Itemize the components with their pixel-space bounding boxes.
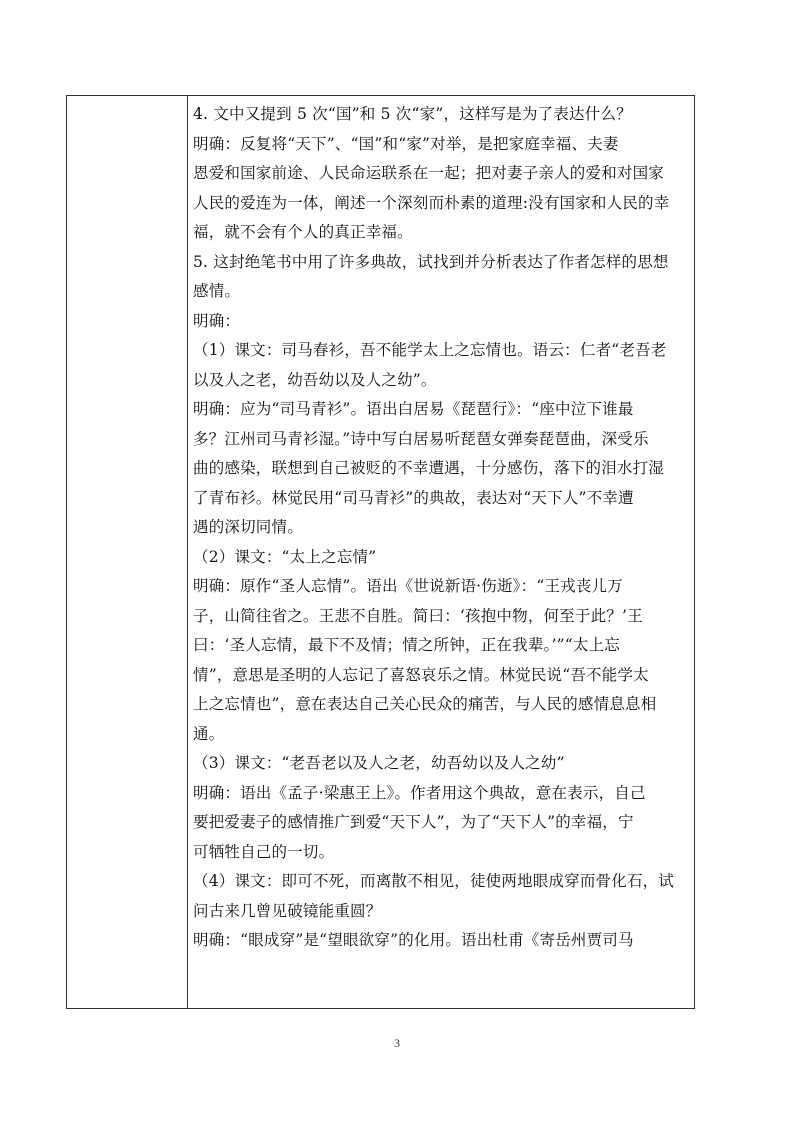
- text-line: 上之忘情也”，意在表达自己关心民众的痛苦，与人民的感情息息相: [193, 695, 657, 713]
- text-line: 明确：应为“司马青衫”。语出白居易《琵琶行》：“座中泣下谁最: [193, 400, 634, 418]
- text-line: 人民的爱连为一体，阐述一个深刻而朴素的道理:没有国家和人民的幸: [193, 193, 670, 212]
- text-line: 福，就不会有个人的真正幸福。: [193, 223, 413, 241]
- text-line: 了青布衫。林觉民用“司马青衫”的典故，表达对“天下人”不幸遭: [193, 488, 634, 507]
- text-line: 5. 这封绝笔书中用了许多典故，试找到并分析表达了作者怎样的思想: [193, 252, 669, 271]
- text-line: （3）课文：“老吾老以及人之老，幼吾幼以及人之幼”: [193, 754, 565, 772]
- text-line: （4）课文：即可不死，而离散不相见，徒使两地眼成穿而骨化石，试: [193, 872, 675, 890]
- text-line: 曰：‘圣人忘情，最下不及情；情之所钟，正在我辈。’”“太上忘: [193, 636, 620, 654]
- table-right-cell: [188, 96, 694, 1008]
- text-line: 明确：“眼成穿”是“望眼欲穿”的化用。语出杜甫《寄岳州贾司马: [193, 931, 634, 949]
- text-line: 4. 文中又提到 5 次“国”和 5 次“家”，这样写是为了表达什么？: [193, 105, 632, 123]
- text-line: 明确：反复将“天下”、“国”和“家”对举，是把家庭幸福、夫妻: [193, 134, 619, 153]
- text-line: 曲的感染，联想到自己被贬的不幸遭遇，十分感伤，落下的泪水打湿: [193, 459, 665, 477]
- text-line: （1）课文：司马春衫，吾不能学太上之忘情也。语云：仁者“老吾老: [193, 341, 667, 359]
- text-line: 问古来几曾见破镜能重圆？: [193, 901, 382, 920]
- text-line: 子，山简往省之。王悲不自胜。简曰：‘孩抱中物，何至于此？’王: [193, 606, 643, 625]
- text-line: 感情。: [193, 282, 241, 300]
- text-line: 明确：: [193, 311, 241, 330]
- text-body: [188, 96, 694, 956]
- page-number: 3: [394, 1036, 400, 1050]
- content-table: [66, 95, 695, 1009]
- text-line: 遇的深切同情。: [193, 518, 303, 536]
- text-line: 通。: [193, 724, 225, 743]
- text-line: 明确：语出《孟子·梁惠王上》。作者用这个典故，意在表示，自己: [193, 783, 646, 802]
- text-line: 明确：原作“圣人忘情”。语出《世说新语·伤逝》：“王戎丧儿万: [193, 577, 623, 595]
- text-line: 多？江州司马青衫湿。”诗中写白居易听琵琶女弹奏琵琶曲，深受乐: [193, 429, 649, 448]
- text-line: 以及人之老，幼吾幼以及人之幼”。: [193, 370, 437, 389]
- text-line: 情”，意思是圣明的人忘记了喜怒哀乐之情。林觉民说“吾不能学太: [193, 665, 649, 684]
- text-line: 恩爱和国家前途、人民命运联系在一起；把对妻子亲人的爱和对国家: [193, 164, 665, 182]
- text-line: 要把爱妻子的感情推广到爱“天下人”，为了“天下人”的幸福，宁: [193, 813, 634, 831]
- text-line: 可牺牲自己的一切。: [193, 842, 335, 861]
- table-left-cell: [67, 96, 187, 1008]
- text-line: （2）课文：“太上之忘情”: [193, 547, 377, 566]
